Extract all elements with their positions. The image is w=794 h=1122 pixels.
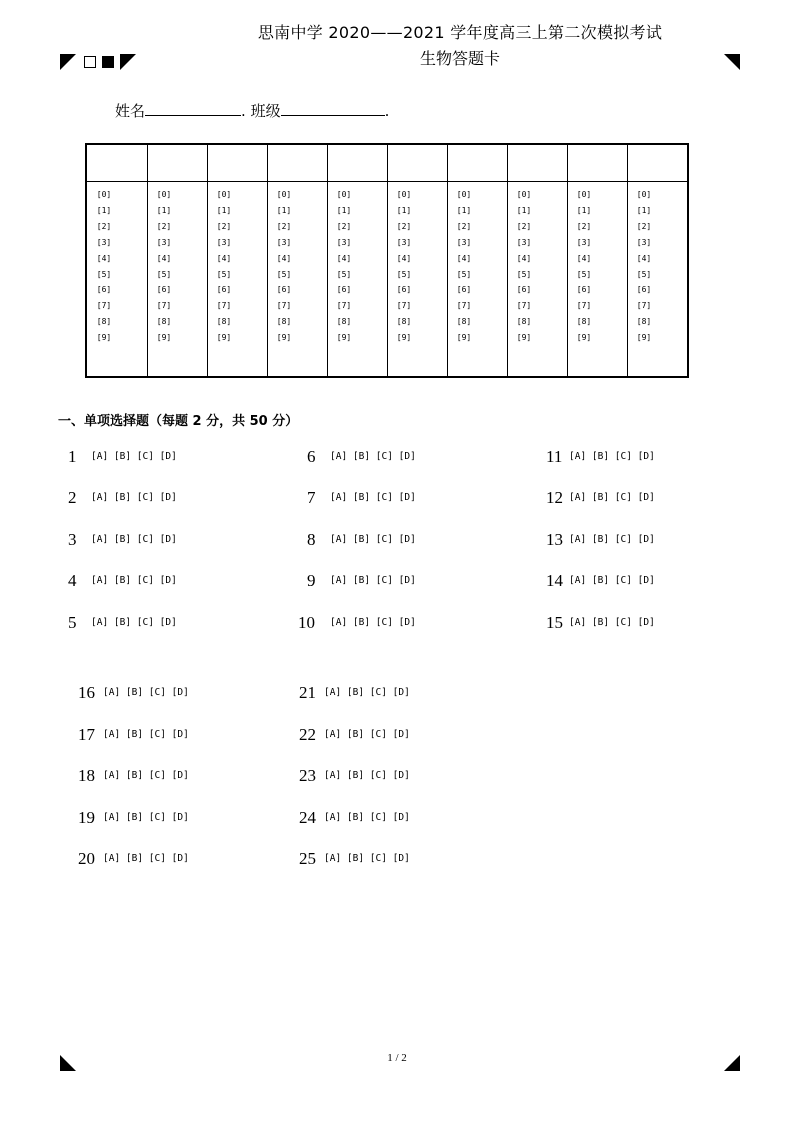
id-digit-bubble[interactable]: [5]: [516, 269, 532, 279]
question-number: 12: [546, 488, 563, 507]
answer-options[interactable]: [A] [B] [C] [D]: [324, 687, 410, 698]
id-digit-bubble[interactable]: [8]: [156, 317, 172, 327]
id-digit-bubble[interactable]: [0]: [456, 190, 472, 199]
id-digit-bubble[interactable]: [5]: [96, 269, 112, 279]
id-digit-bubble[interactable]: [9]: [276, 333, 292, 343]
id-digit-bubble[interactable]: [4]: [396, 253, 412, 263]
id-digit-bubble[interactable]: [0]: [276, 190, 292, 199]
id-digit-bubble[interactable]: [5]: [216, 269, 232, 279]
id-digit-bubble[interactable]: [8]: [456, 317, 472, 327]
id-digit-bubble[interactable]: [2]: [396, 221, 412, 231]
id-digit-bubble[interactable]: [8]: [336, 317, 352, 327]
id-digit-bubble[interactable]: [3]: [636, 237, 652, 247]
id-digit-bubble[interactable]: [3]: [96, 237, 112, 247]
answer-options[interactable]: [A] [B] [C] [D]: [330, 617, 416, 628]
id-digit-bubble[interactable]: [1]: [576, 205, 592, 215]
question-number: 4: [68, 571, 77, 590]
id-digit-bubble[interactable]: [3]: [456, 237, 472, 247]
question-number: 22: [299, 725, 316, 744]
id-digit-bubble[interactable]: [7]: [336, 301, 352, 311]
question-number: 8: [307, 530, 316, 549]
id-digit-bubble[interactable]: [0]: [156, 190, 172, 199]
question-number: 3: [68, 530, 77, 549]
question-number: 10: [298, 613, 315, 632]
id-digit-bubble[interactable]: [6]: [156, 285, 172, 295]
section-title: 一、单项选择题（每题 2 分，共 50 分）: [58, 414, 299, 429]
answer-options[interactable]: [A] [B] [C] [D]: [91, 575, 177, 586]
id-digit-bubble[interactable]: [9]: [636, 333, 652, 343]
id-digit-bubble[interactable]: [7]: [396, 301, 412, 311]
id-digit-bubble[interactable]: [9]: [96, 333, 112, 343]
answer-options[interactable]: [A] [B] [C] [D]: [91, 451, 177, 462]
page-number: 1 / 2: [387, 1052, 407, 1064]
answer-options[interactable]: [A] [B] [C] [D]: [324, 853, 410, 864]
question-number: 2: [68, 488, 77, 507]
id-digit-bubble[interactable]: [7]: [576, 301, 592, 311]
id-digit-bubble[interactable]: [1]: [636, 205, 652, 215]
id-column-divider: [567, 145, 568, 376]
id-digit-bubble[interactable]: [3]: [396, 237, 412, 247]
id-digit-bubble[interactable]: [9]: [156, 333, 172, 343]
id-digit-bubble[interactable]: [6]: [96, 285, 112, 295]
id-digit-bubble[interactable]: [4]: [156, 253, 172, 263]
id-digit-bubble[interactable]: [4]: [96, 253, 112, 263]
id-digit-bubble[interactable]: [2]: [636, 221, 652, 231]
id-digit-bubble[interactable]: [8]: [396, 317, 412, 327]
id-digit-bubble[interactable]: [5]: [636, 269, 652, 279]
id-digit-bubble[interactable]: [1]: [156, 205, 172, 215]
id-digit-bubble[interactable]: [2]: [456, 221, 472, 231]
id-digit-bubble[interactable]: [4]: [636, 253, 652, 263]
id-digit-bubble[interactable]: [4]: [576, 253, 592, 263]
id-digit-bubble[interactable]: [1]: [276, 205, 292, 215]
id-digit-bubble[interactable]: [0]: [516, 190, 532, 199]
id-digit-bubble[interactable]: [8]: [636, 317, 652, 327]
id-digit-bubble[interactable]: [7]: [456, 301, 472, 311]
id-digit-bubble[interactable]: [3]: [516, 237, 532, 247]
id-digit-bubble[interactable]: [3]: [156, 237, 172, 247]
id-digit-bubble[interactable]: [1]: [216, 205, 232, 215]
question-number: 6: [307, 447, 316, 466]
id-digit-bubble[interactable]: [1]: [456, 205, 472, 215]
answer-options[interactable]: [A] [B] [C] [D]: [103, 770, 189, 781]
id-digit-bubble[interactable]: [4]: [276, 253, 292, 263]
id-digit-bubble[interactable]: [4]: [516, 253, 532, 263]
id-digit-bubble[interactable]: [1]: [96, 205, 112, 215]
id-digit-bubble[interactable]: [7]: [156, 301, 172, 311]
class-field[interactable]: [281, 101, 385, 116]
id-digit-bubble[interactable]: [9]: [336, 333, 352, 343]
id-digit-bubble[interactable]: [6]: [456, 285, 472, 295]
question-number: 19: [78, 808, 95, 827]
answer-options[interactable]: [A] [B] [C] [D]: [569, 575, 655, 586]
id-column-divider: [447, 145, 448, 376]
question-number: 18: [78, 766, 95, 785]
id-digit-bubble[interactable]: [1]: [516, 205, 532, 215]
answer-options[interactable]: [A] [B] [C] [D]: [103, 812, 189, 823]
id-digit-bubble[interactable]: [0]: [336, 190, 352, 199]
id-digit-bubble[interactable]: [1]: [336, 205, 352, 215]
answer-options[interactable]: [A] [B] [C] [D]: [569, 451, 655, 462]
student-info-line: [115, 100, 389, 121]
id-digit-bubble[interactable]: [3]: [276, 237, 292, 247]
question-number: 16: [78, 683, 95, 702]
id-column-divider: [267, 145, 268, 376]
answer-options[interactable]: [A] [B] [C] [D]: [91, 492, 177, 503]
id-column-divider: [627, 145, 628, 376]
id-digit-bubble[interactable]: [6]: [276, 285, 292, 295]
question-number: 1: [68, 447, 77, 466]
class-separator: .: [384, 102, 390, 120]
id-digit-bubble[interactable]: [9]: [396, 333, 412, 343]
id-digit-bubble[interactable]: [8]: [216, 317, 232, 327]
answer-options[interactable]: [A] [B] [C] [D]: [330, 534, 416, 545]
id-digit-bubble[interactable]: [0]: [216, 190, 232, 199]
question-number: 9: [307, 571, 316, 590]
id-digit-bubble[interactable]: [3]: [576, 237, 592, 247]
id-digit-bubble[interactable]: [9]: [576, 333, 592, 343]
id-digit-bubble[interactable]: [7]: [96, 301, 112, 311]
answer-options[interactable]: [A] [B] [C] [D]: [324, 812, 410, 823]
id-digit-bubble[interactable]: [8]: [576, 317, 592, 327]
answer-options[interactable]: [A] [B] [C] [D]: [330, 451, 416, 462]
name-separator: .: [241, 102, 246, 120]
question-number: 7: [307, 488, 316, 507]
id-digit-bubble[interactable]: [3]: [216, 237, 232, 247]
question-number: 17: [78, 725, 95, 744]
id-digit-bubble[interactable]: [5]: [336, 269, 352, 279]
id-digit-bubble[interactable]: [8]: [516, 317, 532, 327]
id-digit-bubble[interactable]: [6]: [336, 285, 352, 295]
id-column-divider: [507, 145, 508, 376]
answer-options[interactable]: [A] [B] [C] [D]: [91, 617, 177, 628]
id-digit-bubble[interactable]: [0]: [576, 190, 592, 199]
id-digit-bubble[interactable]: [6]: [636, 285, 652, 295]
id-digit-bubble[interactable]: [6]: [216, 285, 232, 295]
answer-options[interactable]: [A] [B] [C] [D]: [330, 492, 416, 503]
id-digit-bubble[interactable]: [4]: [216, 253, 232, 263]
question-number: 13: [546, 530, 563, 549]
id-column-divider: [147, 145, 148, 376]
question-number: 5: [68, 613, 77, 632]
question-number: 11: [546, 447, 563, 466]
id-digit-bubble[interactable]: [7]: [276, 301, 292, 311]
question-number: 15: [546, 613, 563, 632]
answer-options[interactable]: [A] [B] [C] [D]: [103, 687, 189, 698]
id-digit-bubble[interactable]: [4]: [456, 253, 472, 263]
id-digit-bubble[interactable]: [3]: [336, 237, 352, 247]
question-number: 25: [299, 849, 316, 868]
answer-options[interactable]: [A] [B] [C] [D]: [324, 770, 410, 781]
answer-options[interactable]: [A] [B] [C] [D]: [91, 534, 177, 545]
id-digit-bubble[interactable]: [2]: [516, 221, 532, 231]
answer-options[interactable]: [A] [B] [C] [D]: [569, 492, 655, 503]
id-digit-bubble[interactable]: [0]: [396, 190, 412, 199]
id-digit-bubble[interactable]: [4]: [336, 253, 352, 263]
id-digit-bubble[interactable]: [0]: [96, 190, 112, 199]
id-digit-bubble[interactable]: [2]: [216, 221, 232, 231]
id-digit-bubble[interactable]: [2]: [276, 221, 292, 231]
id-digit-bubble[interactable]: [2]: [156, 221, 172, 231]
id-digit-bubble[interactable]: [1]: [396, 205, 412, 215]
id-digit-bubble[interactable]: [5]: [456, 269, 472, 279]
id-digit-bubble[interactable]: [2]: [96, 221, 112, 231]
class-label: 班级: [250, 102, 281, 120]
id-digit-bubble[interactable]: [5]: [576, 269, 592, 279]
id-digit-bubble[interactable]: [9]: [516, 333, 532, 343]
answer-options[interactable]: [A] [B] [C] [D]: [103, 853, 189, 864]
id-digit-bubble[interactable]: [7]: [636, 301, 652, 311]
question-number: 14: [546, 571, 563, 590]
page-subtitle: 生物答题卡: [419, 49, 500, 68]
id-digit-bubble[interactable]: [6]: [396, 285, 412, 295]
id-digit-bubble[interactable]: [5]: [156, 269, 172, 279]
question-number: 24: [299, 808, 316, 827]
answer-options[interactable]: [A] [B] [C] [D]: [330, 575, 416, 586]
answer-options[interactable]: [A] [B] [C] [D]: [324, 729, 410, 740]
name-label: 姓名: [115, 102, 146, 120]
page-title: 思南中学 2020——2021 学年度高三上第二次模拟考试: [257, 23, 663, 42]
id-digit-bubble[interactable]: [2]: [576, 221, 592, 231]
answer-options[interactable]: [A] [B] [C] [D]: [569, 617, 655, 628]
question-number: 20: [78, 849, 95, 868]
id-column-divider: [387, 145, 388, 376]
id-digit-bubble[interactable]: [5]: [276, 269, 292, 279]
id-column-divider: [327, 145, 328, 376]
answer-options[interactable]: [A] [B] [C] [D]: [103, 729, 189, 740]
id-digit-bubble[interactable]: [8]: [276, 317, 292, 327]
id-digit-bubble[interactable]: [2]: [336, 221, 352, 231]
answer-options[interactable]: [A] [B] [C] [D]: [569, 534, 655, 545]
exam-id-grid: [85, 143, 689, 378]
id-digit-bubble[interactable]: [7]: [516, 301, 532, 311]
id-digit-bubble[interactable]: [6]: [576, 285, 592, 295]
id-digit-bubble[interactable]: [7]: [216, 301, 232, 311]
id-digit-bubble[interactable]: [6]: [516, 285, 532, 295]
question-number: 23: [299, 766, 316, 785]
id-digit-bubble[interactable]: [9]: [456, 333, 472, 343]
name-field[interactable]: [145, 101, 241, 116]
id-digit-bubble[interactable]: [0]: [636, 190, 652, 199]
question-number: 21: [299, 683, 316, 702]
id-digit-bubble[interactable]: [8]: [96, 317, 112, 327]
id-column-divider: [207, 145, 208, 376]
id-digit-bubble[interactable]: [5]: [396, 269, 412, 279]
id-digit-bubble[interactable]: [9]: [216, 333, 232, 343]
